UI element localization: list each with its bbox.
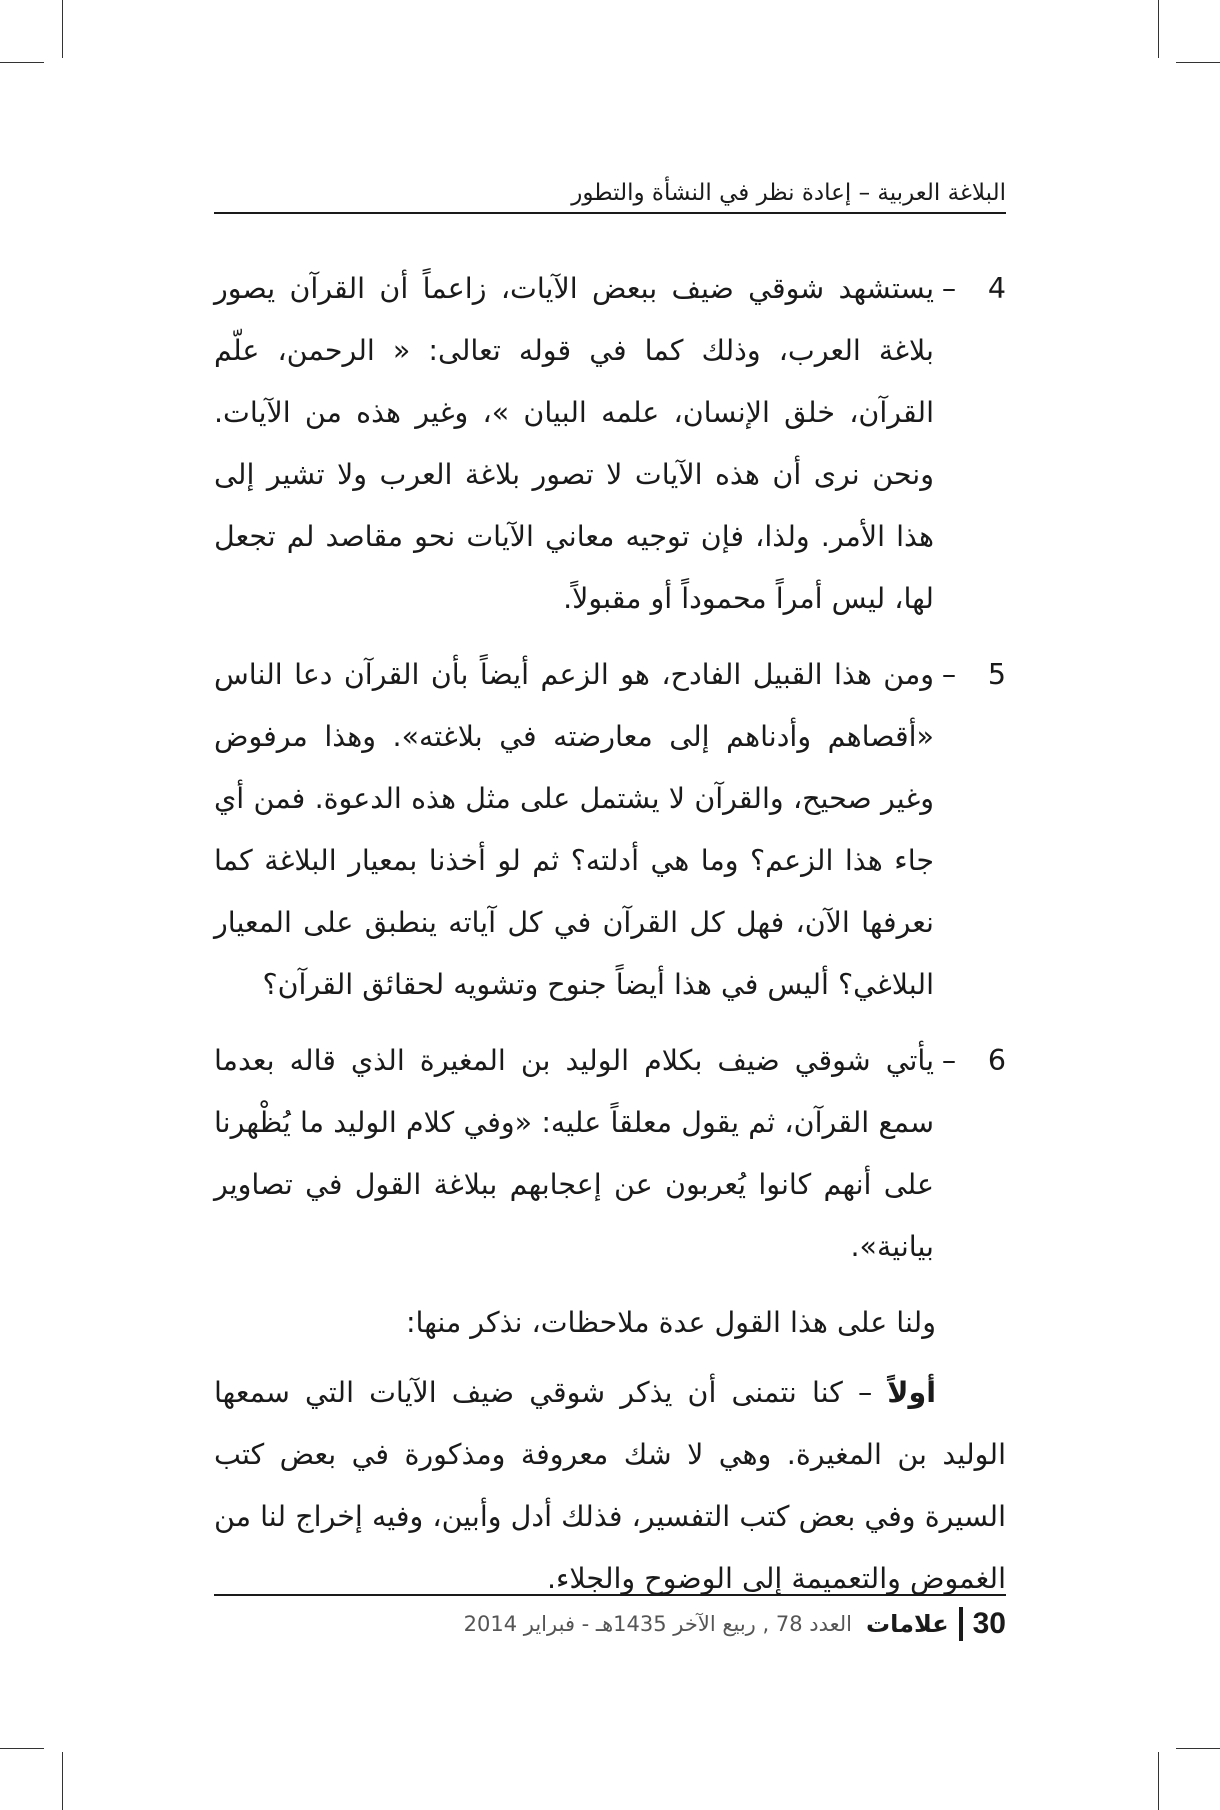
page-number: 30 — [972, 1607, 1006, 1640]
point-one-text: كنا نتمنى أن يذكر شوقي ضيف الآيات التي سمعها الوليد بن المغيرة. وهي لا شك معروفة ومذكورة في بعض كتب السيرة وفي بعض كتب التفسير، فذلك أدل وأبين، وفيه إخراج لنا من الغموض والتعميمة إلى الوضوح والجلاء. — [214, 1376, 1006, 1595]
list-item — [214, 644, 1006, 1016]
running-header — [214, 172, 1006, 214]
item-dash: – — [941, 272, 957, 305]
item-text: يأتي شوقي ضيف بكلام الوليد بن المغيرة الذي قاله بعدما سمع القرآن، ثم يقول معلقاً عليه: «وفي كلام الوليد ما يُظْهرنا على أنهم كانوا يُعربون عن إعجابهم ببلاغة القول في تصاوير بيانية». — [214, 1044, 934, 1263]
list-item — [214, 258, 1006, 630]
item-text: يستشهد شوقي ضيف ببعض الآيات، زاعماً أن القرآن يصور بلاغة العرب، وذلك كما في قوله تعالى: « الرحمن، علّم القرآن، خلق الإنسان، علمه البيان »، وغير هذه من الآيات. ونحن نرى أن هذه الآيات لا تصور بلاغة العرب ولا تشير إلى هذا الأمر. ولذا، فإن توجيه معاني الآيات نحو مقاصد لم تجعل لها، ليس أمراً محموداً أو مقبولاً. — [214, 272, 934, 615]
point-one-lead: أولاً — [887, 1376, 937, 1409]
footer-rule — [214, 1594, 1006, 1596]
running-header-title: البلاغة العربية – إعادة نظر في النشأة والتطور — [571, 180, 1006, 206]
crop-mark — [0, 1748, 44, 1749]
intro-paragraph: ولنا على هذا القول عدة ملاحظات، نذكر منها: — [405, 1306, 936, 1339]
crop-mark — [1158, 0, 1159, 58]
item-number: 6 — [987, 1044, 1006, 1077]
point-one-paragraph — [214, 1362, 1006, 1610]
crop-mark — [1176, 62, 1220, 63]
crop-mark — [1176, 1748, 1220, 1749]
item-text: ومن هذا القبيل الفادح، هو الزعم أيضاً بأن القرآن دعا الناس «أقصاهم وأدناهم إلى معارضته في بلاغته». وهذا مرفوض وغير صحيح، والقرآن لا يشتمل على مثل هذه الدعوة. فمن أي جاء هذا الزعم؟ وما هي أدلته؟ ثم لو أخذنا بمعيار البلاغة كما نعرفها الآن، فهل كل القرآن في كل آياته ينطبق على المعيار البلاغي؟ أليس في هذا أيضاً جنوح وتشويه لحقائق القرآن؟ — [214, 658, 934, 1001]
point-one-dash: – — [857, 1376, 873, 1409]
page-body — [214, 258, 1006, 1610]
issue-info: العدد 78 , ربيع الآخر 1435هـ - فبراير 2014 — [463, 1612, 853, 1636]
crop-mark — [62, 0, 63, 58]
crop-mark — [1158, 1752, 1159, 1810]
footer-separator — [959, 1607, 963, 1641]
item-dash: – — [941, 1044, 957, 1077]
item-number: 5 — [987, 658, 1006, 691]
crop-mark — [62, 1752, 63, 1810]
journal-logo: علامات — [866, 1610, 949, 1638]
item-dash: – — [941, 658, 957, 691]
crop-mark — [0, 62, 44, 63]
item-number: 4 — [987, 272, 1006, 305]
page-footer — [214, 1600, 1006, 1648]
list-item — [214, 1030, 1006, 1278]
